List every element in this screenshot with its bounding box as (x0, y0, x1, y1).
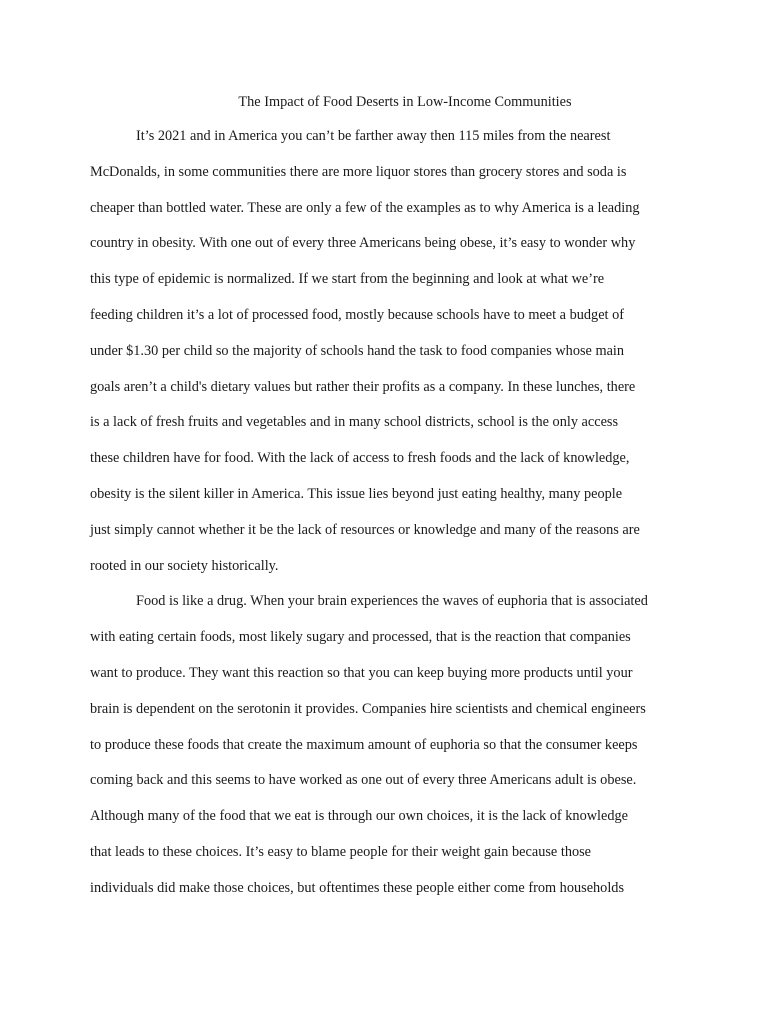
text-line: feeding children it’s a lot of processed food, mostly because schools have to meet a budget of (90, 306, 624, 323)
text-line: to produce these foods that create the maximum amount of euphoria so that the consumer keeps (90, 736, 638, 753)
text-line: this type of epidemic is normalized. If we start from the beginning and look at what we’re (90, 271, 605, 288)
text-line: McDonalds, in some communities there are more liquor stores than grocery stores and soda is (90, 163, 627, 180)
text-line: individuals did make those choices, but oftentimes these people either come from households (90, 879, 625, 896)
text-line: under $1.30 per child so the majority of schools hand the task to food companies whose main (90, 342, 625, 359)
text-line: want to produce. They want this reaction so that you can keep buying more products until your (90, 664, 633, 681)
text-line: cheaper than bottled water. These are only a few of the examples as to why America is a leading (90, 199, 640, 216)
text-line: country in obesity. With one out of every three Americans being obese, it’s easy to wonder why (90, 235, 636, 252)
text-line: coming back and this seems to have worked as one out of every three Americans adult is obese. (90, 772, 637, 789)
text-line: Food is like a drug. When your brain experiences the waves of euphoria that is associated (136, 593, 648, 610)
document-body (90, 126, 690, 914)
text-line: these children have for food. With the lack of access to fresh foods and the lack of knowledge, (90, 450, 630, 467)
text-line: obesity is the silent killer in America. This issue lies beyond just eating healthy, many people (90, 485, 623, 502)
text-line: brain is dependent on the serotonin it provides. Companies hire scientists and chemical engineers (90, 700, 646, 717)
document-title: The Impact of Food Deserts in Low-Income Communities (238, 94, 572, 110)
text-line: that leads to these choices. It’s easy to blame people for their weight gain because those (90, 843, 592, 860)
text-line: goals aren’t a child's dietary values but rather their profits as a company. In these lunches, there (90, 378, 636, 395)
text-line: just simply cannot whether it be the lack of resources or knowledge and many of the reasons are (90, 521, 640, 538)
text-line: rooted in our society historically. (90, 557, 279, 574)
text-line: Although many of the food that we eat is through our own choices, it is the lack of knowledge (90, 808, 628, 825)
text-line: with eating certain foods, most likely sugary and processed, that is the reaction that companies (90, 629, 631, 646)
text-line: It’s 2021 and in America you can’t be farther away then 115 miles from the nearest (136, 128, 611, 144)
text-line: is a lack of fresh fruits and vegetables and in many school districts, school is the only access (90, 414, 619, 431)
